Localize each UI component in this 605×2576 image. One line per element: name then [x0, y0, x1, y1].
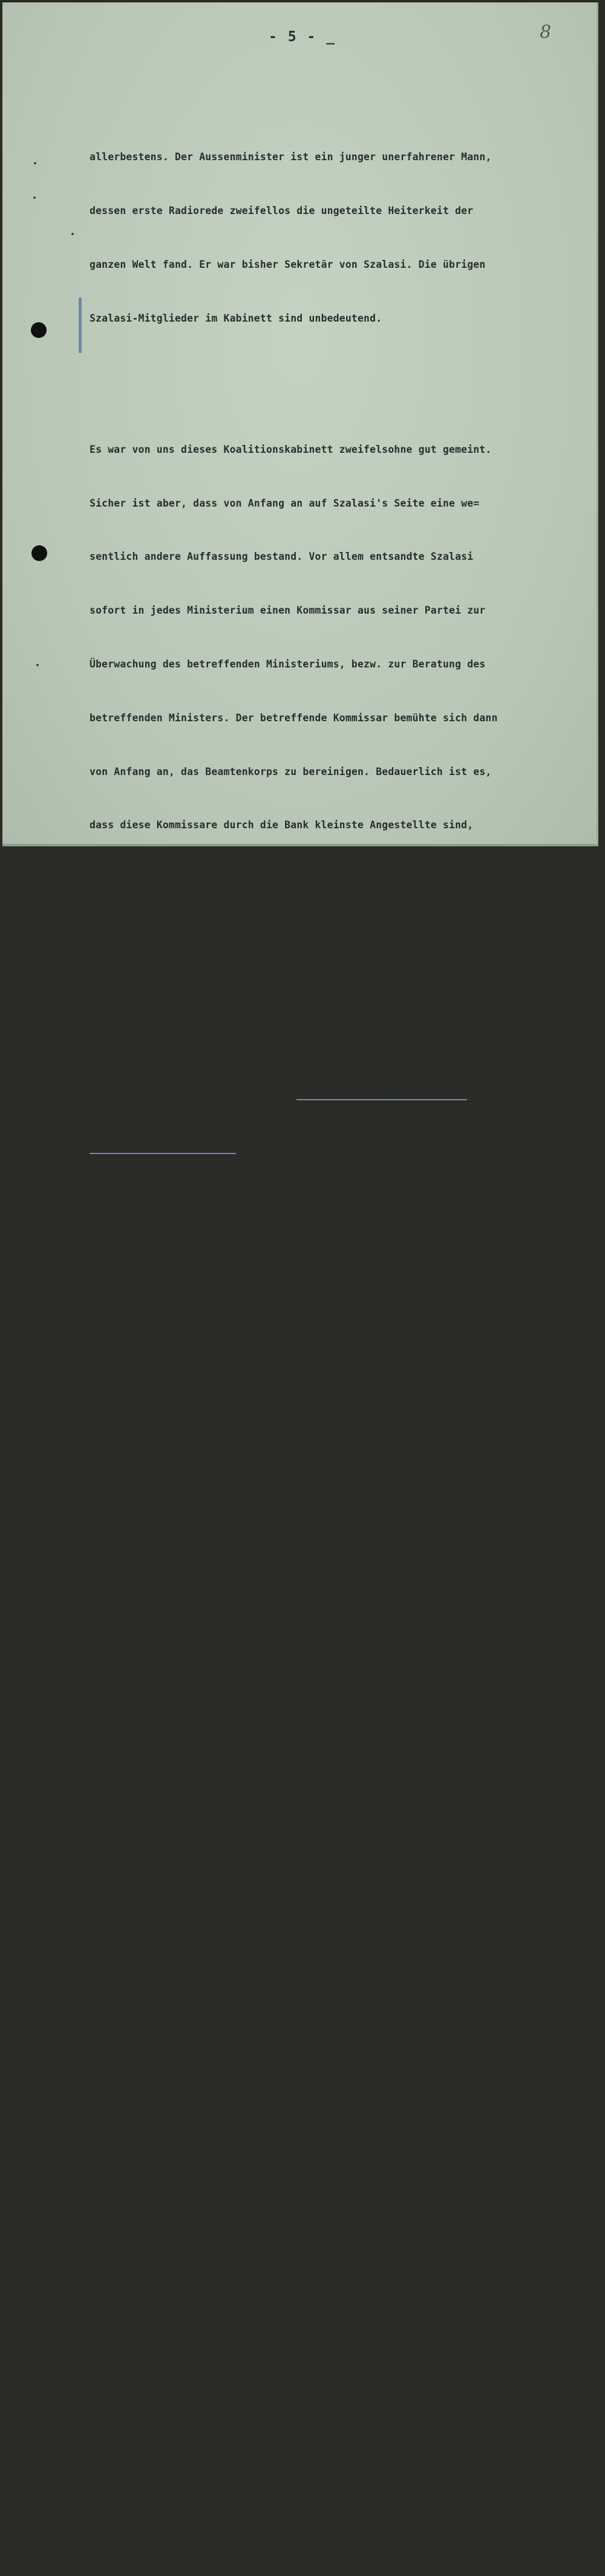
text-line: ehemaliger Angestellter der Hangya, der vor 7 Jahren auf meine — [90, 1565, 468, 1577]
text-line: Leider wurde dieses Kommissarwesen in den ersten Tagen zu einer — [90, 1964, 474, 1976]
text-line: Veranlassung bei der Hangya entlassen wurde, dann eine Pfeilkreuz= — [90, 1618, 492, 1630]
page-number: - 5 - _ — [269, 29, 336, 45]
text-line: ler-Genossenschaft aufzog und in kurzer Zeit in Konkurs geriet. Ich — [90, 1672, 498, 1684]
text-line: dessen erste Radiorede zweifellos die ungeteilte Heiterkeit der — [90, 205, 474, 217]
text-line: eben weil Szalasi keine anderen Leute zur Verfügung stehen. So wur= — [90, 873, 498, 885]
text-line — [90, 1138, 592, 1157]
text-line: Direktoren übrig, der gesamte Betrieb aber kam zum Stillstand. Ein — [90, 2340, 492, 2352]
text-line-with-underline — [90, 1085, 592, 1103]
speck — [36, 664, 39, 666]
text-line: Sicher ist aber, dass von Anfang an auf Szalasi's Seite eine we= — [90, 497, 480, 509]
text-line: Genossenschaft als Kommissar und warf in hohem Bogen 14 Direktoren — [90, 2233, 492, 2245]
speck — [33, 196, 36, 199]
document-body — [90, 77, 592, 2576]
text-line: de Versorgungsbetrieb des Landes ist, ein kleiner Buchhalter dieser — [90, 2179, 498, 2191]
punch-hole — [31, 322, 47, 338]
underlined-text: Oberschaffner antwortet. — [90, 1141, 236, 1153]
text-line: de z.B. im Aussenministerium Exz.Nickl ein Schlafwagenoberschaffner — [90, 926, 498, 938]
underlined-text: während Nickl immer mit Herr — [296, 1088, 468, 1100]
margin-mark — [79, 297, 82, 353]
text-line: Es war von uns dieses Koalitionskabinett zweifelsohne gut gemeint. — [90, 443, 492, 455]
text-line: Hangya-Genossenschaft, die immerhin heute der einzige funktionieren= — [90, 2126, 504, 2138]
speck — [34, 162, 36, 164]
folio-number: 8 — [540, 22, 552, 43]
text-line: der Hangya-Genossenschaft eingesetzt, der von der Hangya als einer — [90, 1326, 492, 1338]
text-line: Szalasi-Mitglieder im Kabinett sind unbedeutend. — [90, 312, 382, 324]
paragraph-4 — [90, 1473, 592, 1884]
text-line: allerbestens. Der Aussenminister ist ein junger unerfahrener Mann, — [90, 151, 492, 163]
text-line: von Anfang an, das Beamtenkorps zu bereinigen. Bedauerlich ist es, — [90, 765, 492, 777]
punch-hole — [31, 545, 47, 561]
text-line: Landplage. In allen grossen Betrieben traten schon in den ersten — [90, 2018, 480, 2030]
text-line: ganzen Welt fand. Er war bisher Sekretär von Szalasi. Die übrigen — [90, 258, 486, 270]
paragraph-3 — [90, 1234, 592, 1431]
text-line: hinaus mitsamt dem Generaldirektor. Es blieben noch einige wenige — [90, 2286, 486, 2299]
text-line: Rajk meldete sich nun als von der Partei bestimmter Preiskommissar — [90, 1779, 492, 1791]
paragraph-5 — [90, 1926, 592, 2552]
text-line: Tagen solche Kommissare auf. So erschien beispielsweise in der — [90, 2072, 468, 2084]
text-line: Überwachung des betreffenden Ministeriums, bezw. zur Beratung des — [90, 658, 486, 670]
paragraph-1 — [90, 112, 592, 363]
text-line: Bei Minister Jurcsek meldete sich wiederum ein gewisser Rajk, ein — [90, 1511, 486, 1523]
text-line: sofort in jedes Ministerium einen Kommissar aus seiner Partei zur — [90, 605, 486, 617]
text-line: sentlich andere Auffassung bestand. Vor allem entsandte Szalasi — [90, 551, 474, 563]
text-line: Ganz Budapest unterhält sich darüber, dass dieser Kommissar Exz. — [90, 1034, 480, 1046]
text-line: persönlich habe diesen Rajk stets als Narren bezeichnet. Dieser — [90, 1726, 474, 1738]
text-line: Direktor (Hilbert), der diesem kleinen Angestellten drei Wochen vor= — [90, 2394, 504, 2406]
text-line: Als Kommissar beim Ackerbauminister wurde ein kleiner Buchhalter — [90, 1273, 480, 1285]
text-line: ihrer unfähigsten Leute bezeichnet wird, — [90, 1380, 333, 1392]
text-line: betreffenden Ministers. Der betreffende Kommissar bemühte sich dann — [90, 712, 498, 724]
text-line: her eine Gehaltsaufbesserung abgelehnt hatte, wurde sofort von zwei — [90, 2447, 498, 2459]
text-line: zugeteilt, weil dies der einzige sprachgewandte Mann der Partei ist. — [90, 980, 504, 992]
speck — [71, 233, 74, 235]
paragraph-2 — [90, 405, 592, 1192]
text-line: Parteimitgliedern abgeführt und eingesperrt. Das komische dabei — [90, 2501, 474, 2513]
text-line: und Staatssekretär bei Jurcsek. — [90, 1833, 279, 1845]
text-line: dass diese Kommissare durch die Bank kleinste Angestellte sind, — [90, 819, 474, 831]
text-segment: Nickl mit Bruder Nickl anspricht, — [90, 1088, 297, 1100]
